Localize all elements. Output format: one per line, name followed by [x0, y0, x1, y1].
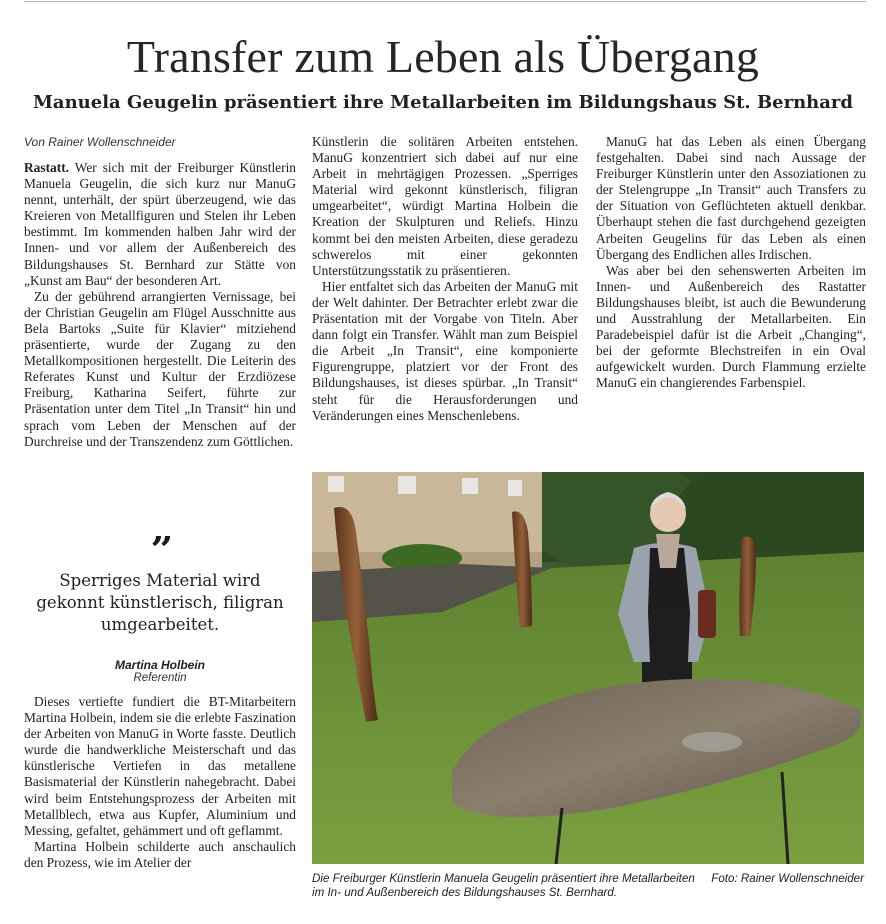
- top-rule: [24, 1, 866, 2]
- paragraph-1-text: Wer sich mit der Freiburger Künstlerin Manuela Geugelin, die sich kurz nur ManuG nennt, unterhält, der spürt überzeugend, wie das Kreieren von Metallfiguren und Stelen ihr Leben bestimmt. Im kommenden halben Jahr wird der Innen- und vor allem der Außenbereich des Bildungshauses St. Bernhard zur Stätte von „Kunst am Bau“ der besonderen Art.: [24, 160, 296, 288]
- paragraph-8: Was aber bei den sehenswerten Arbeiten im Innen- und Außenbereich des Rastatter Bildungshauses bleibt, ist auch die Bewunderung und Ausstrahlung der Metallarbeiten. Ein Paradebeispiel dafür ist die Arbeit „Changing“, bei der geformte Blechstreifen in ein Oval aufgewickelt wurden. Durch Flammung erzielte ManuG ein changierendes Farbenspiel.: [596, 262, 866, 391]
- paragraph-6: Hier entfaltet sich das Arbeiten der ManuG mit der Welt dahinter. Der Betrachter erlebt zwar die Präsentation mit der Vorgabe von Titeln. Aber dann folgt ein Transfer. Wählt man zum Beispiel die Arbeit „In Transit“, eine komponierte Figurengruppe, platziert vor der Front des Bildungshauses, ist dieses spürbar. „In Transit“ steht für die Herausforderungen und Veränderungen eines Menschenlebens.: [312, 278, 578, 423]
- article-column-1-continued: [24, 694, 296, 871]
- paragraph-1: [24, 160, 296, 289]
- pull-quote: [24, 536, 296, 684]
- quote-role: Referentin: [133, 672, 187, 684]
- headline: Transfer zum Leben als Übergang: [126, 31, 760, 82]
- quote-text: Sperriges Material wird gekonnt künstlerisch, filigran umgearbeitet.: [36, 571, 284, 634]
- paragraph-5: Künstlerin die solitären Arbeiten entstehen. ManuG konzentriert sich dabei auf nur eine Arbeit in mehrtägigen Prozessen. „Sperriges Material wird gekonnt künstlerisch, filigran umgearbeitet“, würdigt Martina Holbein die Kreation der Skulpturen und Reliefs. Hinzu kommt bei den meisten Arbeiten, diese geradezu schwerelos mit einer gekonnten Unterstützungsstatik zu präsentieren.: [312, 134, 578, 278]
- paragraph-7: ManuG hat das Leben als einen Übergang festgehalten. Dabei sind nach Aussage der Freiburger Künstlerin unter den Assoziationen zu der Stelengruppe „In Transit“ auch Transfers zu der Situation von Geflüchteten aktuell denkbar. Überhaupt stehen die fast durchgehend gezeigten Arbeiten Geugelins für das Leben als einen Übergang des Endlichen alles Irdischen.: [596, 134, 866, 262]
- photo-caption: [312, 872, 864, 900]
- quote-mark-icon: ”: [150, 536, 170, 562]
- photo-caption-text: Die Freiburger Künstlerin Manuela Geugelin präsentiert ihre Metallarbeiten im In- und Außenbereich des Bildungshauses St. Bernhard.: [312, 872, 695, 899]
- photo-illustration: [312, 472, 864, 864]
- byline: Von Rainer Wollenschneider: [24, 135, 176, 149]
- article-column-1: [24, 160, 296, 450]
- dateline: Rastatt.: [24, 160, 69, 175]
- article-photo: [312, 472, 864, 864]
- subheadline: Manuela Geugelin präsentiert ihre Metallarbeiten im Bildungshaus St. Bernhard: [33, 92, 853, 113]
- photo-credit: Foto: Rainer Wollenschneider: [711, 872, 864, 885]
- quote-author: Martina Holbein: [114, 658, 205, 672]
- paragraph-4: Martina Holbein schilderte auch anschaulich den Prozess, wie im Atelier der: [24, 838, 296, 870]
- paragraph-3: Dieses vertiefte fundiert die BT-Mitarbeitern Martina Holbein, indem sie die erlebte Faszination der Arbeiten von ManuG in Worte fasste. Deutlich wurde die handwerkliche Meisterschaft und das künstlerische Vertiefen in das metallene Basismaterial der Künstlerin nahegebracht. Dabei wird beim Entstehungsprozess der Arbeiten mit Metallblech, etwa aus Kupfer, Aluminium und Messing, gefaltet, gehämmert und oft geflammt.: [24, 694, 296, 838]
- article-column-2: [312, 134, 578, 424]
- paragraph-2: Zu der gebührend arrangierten Vernissage, bei der Christian Geugelin am Flügel Ausschnitte aus Bela Bartoks „Suite für Klavier“ mitziehend präsentierte, wurde der Zugang zu den Metallkompositionen hergestellt. Die Leiterin des Referates Kunst und Kultur der Erzdiözese Freiburg, Katharina Seifert, führte zur Präsentation unter dem Titel „In Transit“ hin und sprach vom Leben der Menschen auf der Durchreise und der Transzendenz zum Göttlichen.: [24, 288, 296, 449]
- article-column-3: [596, 134, 866, 392]
